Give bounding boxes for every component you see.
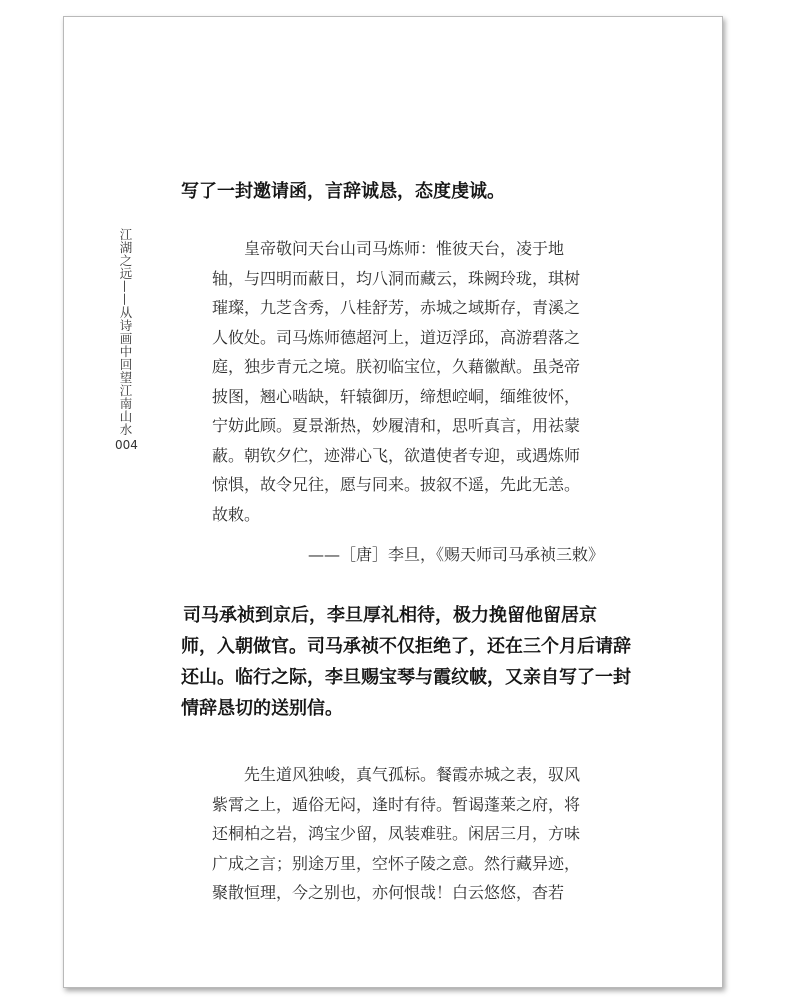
intro-paragraph: 写了一封邀请函，言辞诚恳，态度虔诚。 [181, 181, 505, 202]
edict-line: 庭，独步青元之境。朕初临宝位，久藉徽猷。虽尧帝 [212, 357, 581, 376]
narrative-line: 司马承祯到京后，李旦厚礼相待，极力挽留他留居京 [183, 605, 597, 626]
letter-line: 还桐柏之岩，鸿宝少留，凤装难驻。闲居三月，方味 [212, 824, 581, 843]
edict-line: 蔽。朝钦夕伫，迹滞心飞，欲遣使者专迎，或遇炼师 [212, 445, 581, 465]
farewell-letter-quote [212, 760, 604, 908]
page-number: 004 [115, 438, 138, 452]
narrative-paragraph [181, 600, 631, 724]
edict-line: 故敕。 [212, 504, 261, 524]
edict-line: 轴，与四明而蔽日，均八洞而藏云，珠阙玲珑，琪树 [212, 268, 581, 288]
edict-quote [212, 234, 604, 529]
narrative-line: 师，入朝做官。司马承祯不仅拒绝了，还在三个月后请辞 [181, 636, 631, 657]
narrative-line: 情辞恳切的送别信。 [181, 698, 343, 719]
letter-line: 先生道风独峻，真气孤标。餐霞赤城之表，驭风 [244, 765, 581, 784]
running-head-title: 江湖之远——从诗画中回望江南山水 [118, 228, 133, 436]
letter-line: 聚散恒理，今之别也，亦何恨哉！白云悠悠，杳若 [212, 883, 565, 902]
edict-line: 惊惧，故令兄往，愿与同来。披叙不遥，先此无恙。 [212, 475, 581, 494]
edict-line: 璀璨，九芝含秀，八桂舒芳，赤城之域斯存，青溪之 [212, 298, 581, 317]
letter-line: 紫霄之上，遁俗无闷，逢时有待。暂谒蓬莱之府，将 [212, 794, 581, 814]
edict-line: 人攸处。司马炼师德超河上，道迈浮邱，高游碧落之 [212, 327, 581, 347]
edict-line: 宁妨此顾。夏景渐热，妙履清和，思听真言，用祛蒙 [212, 416, 581, 435]
quote-attribution: ——［唐］李旦，《赐天师司马承祯三敕》 [307, 545, 604, 564]
letter-line: 广成之言；别途万里，空怀子陵之意。然行藏异迹， [212, 853, 581, 873]
narrative-line: 还山。临行之际，李旦赐宝琴与霞纹帔，又亲自写了一封 [181, 667, 631, 688]
edict-line: 皇帝敬问天台山司马炼师：惟彼天台，凌于地 [244, 239, 565, 258]
edict-line: 披图，翘心啮缺，轩辕御历，缔想崆峒，缅维彼怀， [212, 386, 581, 406]
